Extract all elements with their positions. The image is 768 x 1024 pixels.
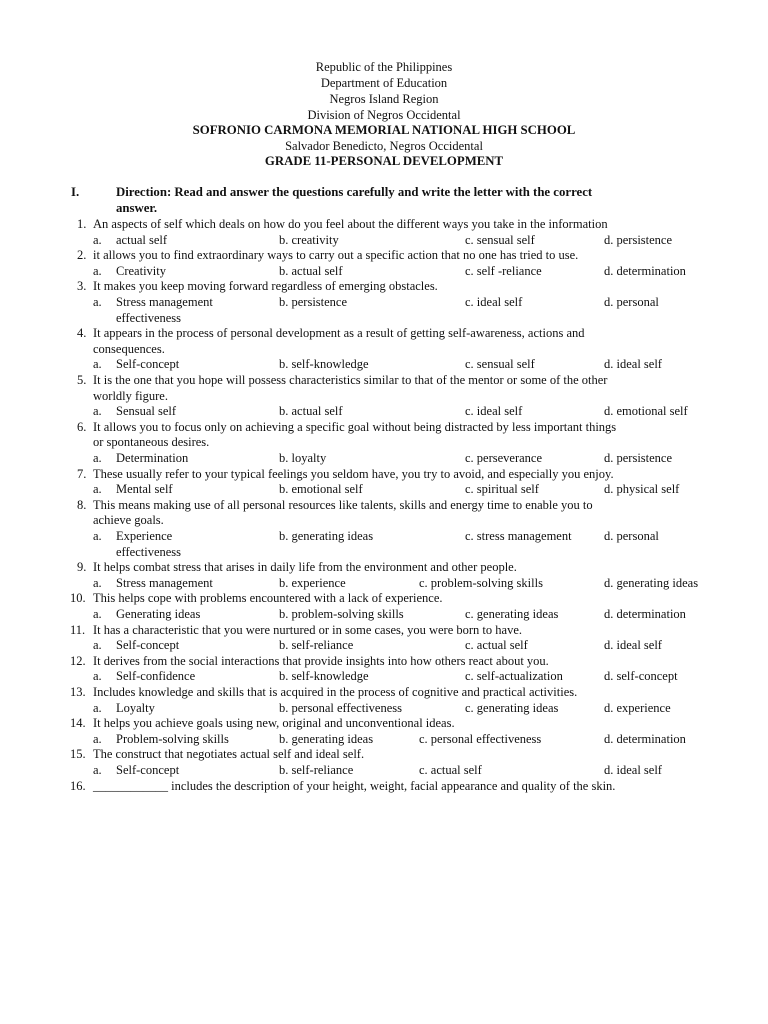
option-a-letter: a.	[93, 263, 102, 278]
header-address: Salvador Benedicto, Negros Occidental	[285, 139, 483, 153]
option-c: c. self -reliance	[465, 263, 542, 278]
question-text: Includes knowledge and skills that is acquired in the process of cognitive and practical activities.	[93, 685, 578, 699]
question-number: 10.	[70, 591, 86, 606]
question-number: 12.	[70, 653, 86, 668]
option-c: c. ideal self	[465, 295, 523, 309]
option-a-letter: a.	[93, 763, 102, 777]
option-c: c. self-actualization	[465, 669, 563, 684]
question-number: 3.	[77, 279, 87, 294]
option-d: d. persistence	[604, 232, 673, 247]
header-subject: GRADE 11-PERSONAL DEVELOPMENT	[264, 154, 504, 168]
option-b: b. generating ideas	[279, 529, 374, 543]
question-number: 14.	[70, 716, 86, 731]
question-text: It derives from the social interactions that provide insights into how others react about you.	[93, 653, 549, 668]
option-c: c. problem-solving skills	[419, 575, 543, 590]
header-region: Negros Island Region	[329, 92, 439, 106]
question-text: achieve goals.	[93, 513, 164, 528]
option-b: b. problem-solving skills	[279, 607, 404, 621]
option-c: c. personal effectiveness	[419, 731, 542, 746]
question-number: 11.	[70, 622, 86, 637]
option-a: Experience	[116, 529, 173, 543]
option-a: Sensual self	[116, 404, 177, 419]
option-a: Problem-solving skills	[116, 731, 229, 746]
option-c: c. actual self	[419, 763, 482, 777]
question-text: The construct that negotiates actual self and ideal self.	[93, 747, 365, 762]
option-a-letter: a.	[93, 404, 102, 419]
option-b: b. emotional self	[279, 482, 363, 497]
option-a-continued: effectiveness	[116, 544, 182, 559]
option-a: actual self	[116, 232, 168, 247]
option-d: d. ideal self	[604, 357, 662, 372]
question-number: 6.	[77, 419, 87, 434]
option-b: b. actual self	[279, 263, 343, 278]
question-text: It allows you to focus only on achieving a specific goal without being distracted by less important things	[93, 419, 617, 434]
option-d: d. persistence	[604, 451, 673, 465]
question-text: These usually refer to your typical feelings you seldom have, you try to avoid, and especially you enjoy.	[93, 466, 614, 481]
question-text: It helps you achieve goals using new, original and unconventional ideas.	[93, 716, 455, 731]
question-number: 8.	[77, 497, 87, 512]
option-c: c. sensual self	[465, 357, 535, 372]
option-c: c. stress management	[465, 529, 572, 543]
option-a: Self-concept	[116, 357, 180, 372]
option-d: d. experience	[604, 700, 671, 715]
question-number: 2.	[77, 248, 87, 263]
option-a: Self-concept	[116, 638, 180, 653]
question-text: It is the one that you hope will possess characteristics similar to that of the mentor or some of the other	[93, 373, 608, 387]
option-d: d. physical self	[604, 482, 680, 497]
option-d: d. determination	[604, 607, 686, 621]
option-d: d. emotional self	[604, 404, 688, 419]
question-number: 16.	[70, 778, 86, 793]
option-a: Self-confidence	[116, 669, 196, 684]
option-b: b. self-knowledge	[279, 357, 369, 372]
option-b: b. personal effectiveness	[279, 700, 402, 715]
question-text: It makes you keep moving forward regardless of emerging obstacles.	[93, 279, 438, 294]
option-a-letter: a.	[93, 700, 102, 715]
option-b: b. persistence	[279, 295, 348, 309]
option-b: b. self-knowledge	[279, 669, 369, 684]
option-a: Self-concept	[116, 763, 180, 777]
option-a-letter: a.	[93, 607, 102, 621]
direction-line-2: answer.	[116, 201, 158, 215]
question-text: This helps cope with problems encountered with a lack of experience.	[93, 591, 443, 606]
question-number: 5.	[77, 373, 87, 387]
option-a-letter: a.	[93, 575, 102, 590]
option-d: d. personal	[604, 529, 659, 543]
header-department: Department of Education	[320, 76, 448, 90]
option-a-letter: a.	[93, 669, 102, 684]
option-a-letter: a.	[93, 731, 102, 746]
option-a: Mental self	[116, 482, 173, 497]
question-text: ____________ includes the description of your height, weight, facial appearance and quality of the skin.	[93, 778, 616, 793]
option-c: c. generating ideas	[465, 700, 559, 715]
option-d: d. ideal self	[604, 638, 662, 653]
option-a-letter: a.	[93, 451, 102, 465]
question-text: An aspects of self which deals on how do you feel about the different ways you take in the information	[93, 217, 608, 231]
option-d: d. personal	[604, 295, 659, 309]
question-text: It helps combat stress that arises in daily life from the environment and other people.	[93, 560, 517, 575]
option-a-letter: a.	[93, 638, 102, 653]
option-a: Stress management	[116, 575, 213, 590]
section-number: I.	[71, 185, 80, 199]
option-a-letter: a.	[93, 232, 102, 247]
question-text: This means making use of all personal resources like talents, skills and energy time to enable you to	[93, 497, 593, 512]
option-a: Creativity	[116, 263, 166, 278]
question-number: 1.	[77, 217, 87, 231]
option-a: Generating ideas	[116, 607, 201, 621]
option-a-letter: a.	[93, 482, 102, 497]
header-school: SOFRONIO CARMONA MEMORIAL NATIONAL HIGH SCHOOL	[192, 123, 576, 137]
option-d: d. determination	[604, 731, 686, 746]
option-a-continued: effectiveness	[116, 310, 182, 325]
option-b: b. generating ideas	[279, 731, 374, 746]
question-number: 4.	[77, 326, 87, 341]
option-b: b. creativity	[279, 232, 339, 247]
question-text: it allows you to find extraordinary ways to carry out a specific action that no one has tried to use.	[93, 248, 579, 263]
option-c: c. generating ideas	[465, 607, 559, 621]
question-text: worldly figure.	[93, 388, 168, 403]
option-d: d. generating ideas	[604, 575, 699, 590]
question-number: 9.	[77, 560, 87, 575]
question-number: 15.	[70, 747, 86, 762]
option-b: b. actual self	[279, 404, 343, 419]
option-d: d. determination	[604, 263, 686, 278]
option-a: Determination	[116, 451, 189, 465]
question-text: It appears in the process of personal development as a result of getting self-awareness, actions and	[93, 326, 585, 341]
question-text: or spontaneous desires.	[93, 435, 210, 450]
option-c: c. spiritual self	[465, 482, 539, 497]
option-c: c. perseverance	[465, 451, 543, 465]
question-text: It has a characteristic that you were nurtured or in some cases, you were born to have.	[93, 622, 523, 637]
option-b: b. self-reliance	[279, 763, 354, 777]
option-a: Loyalty	[116, 700, 155, 715]
option-c: c. sensual self	[465, 232, 535, 247]
option-d: d. ideal self	[604, 763, 662, 777]
option-a-letter: a.	[93, 357, 102, 372]
option-d: d. self-concept	[604, 669, 678, 684]
question-number: 7.	[77, 466, 87, 481]
question-text: consequences.	[93, 341, 165, 356]
option-b: b. self-reliance	[279, 638, 354, 653]
header-division: Division of Negros Occidental	[307, 108, 461, 122]
header-republic: Republic of the Philippines	[315, 60, 453, 74]
option-c: c. actual self	[465, 638, 528, 653]
option-c: c. ideal self	[465, 404, 523, 419]
option-a: Stress management	[116, 295, 213, 309]
direction-line-1: Direction: Read and answer the questions carefully and write the letter with the correct	[116, 185, 593, 199]
option-a-letter: a.	[93, 529, 102, 543]
option-a-letter: a.	[93, 295, 102, 309]
option-b: b. loyalty	[279, 451, 327, 465]
question-number: 13.	[70, 685, 86, 699]
option-b: b. experience	[279, 575, 346, 590]
